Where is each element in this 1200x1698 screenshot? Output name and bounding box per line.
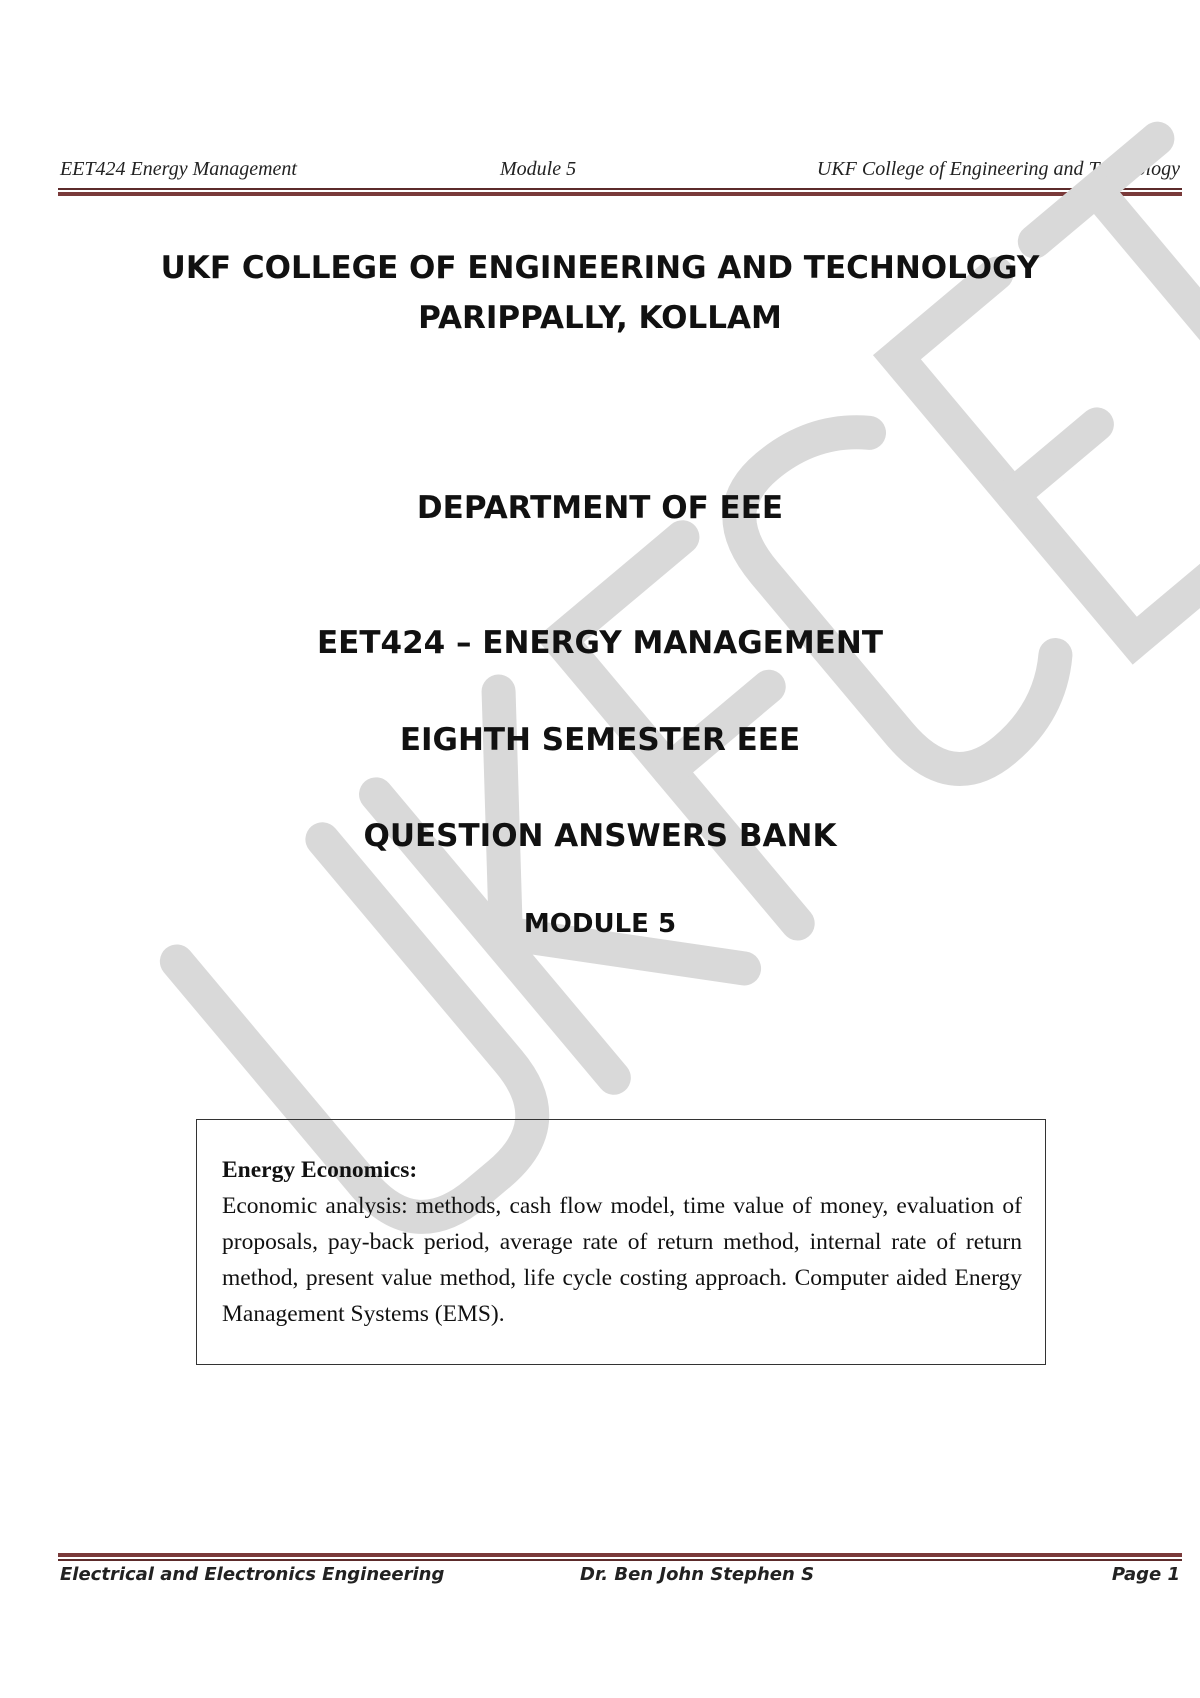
page-footer — [60, 1564, 1180, 1590]
syllabus-body: Economic analysis: methods, cash flow model, time value of money, evaluation of proposals, pay-back period, average rate of return method, internal rate of return method, present value method, life cycle costing approach. Computer aided Energy Management Systems (EMS). — [222, 1193, 1022, 1327]
college-location: PARIPPALLY, KOLLAM — [418, 300, 782, 336]
header-rule-thick — [58, 192, 1182, 196]
header-college: UKF College of Engineering and Technology — [816, 158, 1180, 180]
module-title: MODULE 5 — [523, 909, 677, 939]
syllabus-content — [222, 1152, 1022, 1332]
header-module: Module 5 — [500, 158, 577, 180]
header-rule-thin — [58, 188, 1182, 190]
bank-title: QUESTION ANSWERS BANK — [363, 818, 837, 854]
syllabus-heading: Energy Economics: — [222, 1157, 418, 1183]
department-title: DEPARTMENT OF EEE — [416, 490, 784, 526]
header-course: EET424 Energy Management — [60, 158, 297, 180]
footer-rule-thick — [58, 1553, 1182, 1557]
footer-rule-thin — [58, 1559, 1182, 1561]
college-title: UKF COLLEGE OF ENGINEERING AND TECHNOLOGY — [160, 250, 1040, 286]
syllabus-box — [196, 1119, 1046, 1365]
footer-page-number: Page 1 — [1111, 1564, 1180, 1585]
semester-title: EIGHTH SEMESTER EEE — [399, 722, 801, 758]
course-title: EET424 – ENERGY MANAGEMENT — [317, 625, 883, 661]
footer-department: Electrical and Electronics Engineering — [60, 1564, 445, 1585]
footer-author: Dr. Ben John Stephen S — [580, 1564, 815, 1585]
page-header — [60, 158, 1180, 184]
